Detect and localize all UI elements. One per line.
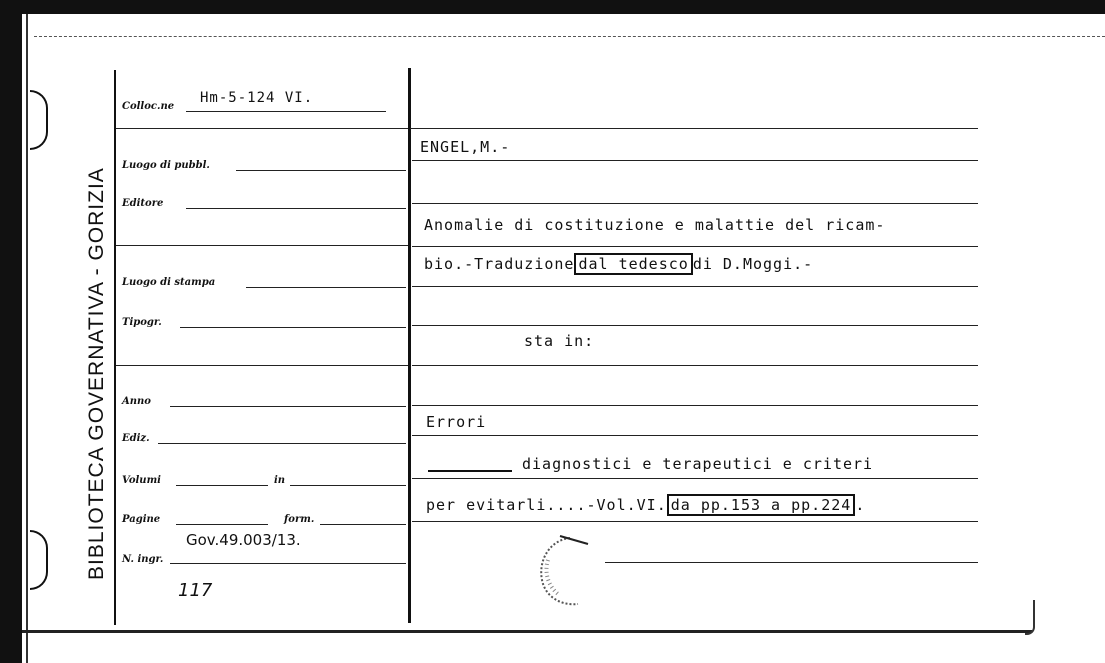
field-rule xyxy=(246,287,406,288)
field-rule xyxy=(176,524,268,525)
entry-rule xyxy=(412,521,978,522)
field-label-tipografia: Tipogr. xyxy=(122,317,162,328)
card-corner xyxy=(1025,600,1035,635)
field-label-luogo-stampa: Luogo di stampa xyxy=(122,277,216,288)
entry-rule xyxy=(410,128,978,129)
field-label-edizione: Ediz. xyxy=(122,433,150,444)
translation-note: dal tedesco xyxy=(574,253,692,275)
title-line-1: Anomalie di costituzione e malattie del ricam- xyxy=(424,216,886,234)
page-range: da pp.153 a pp.224 xyxy=(667,494,856,516)
field-rule xyxy=(170,406,406,407)
section-rule xyxy=(116,128,408,129)
punch-hole-top xyxy=(30,90,48,150)
series-line-3-start: per evitarli....-Vol.VI. xyxy=(426,496,667,514)
card-bottom-edge xyxy=(22,630,1032,633)
field-label-luogo-pubbl: Luogo di pubbl. xyxy=(122,160,210,171)
series-line-1: Errori xyxy=(426,413,487,431)
library-stamp: BIBLIOTECA GOVERNATIVA - GORIZIA xyxy=(85,167,108,580)
field-label-formato: form. xyxy=(284,514,315,525)
title-line-2-end: di D.Moggi.- xyxy=(692,255,814,273)
field-rule xyxy=(170,563,406,564)
entry-rule xyxy=(412,435,978,436)
entry-rule xyxy=(412,325,978,326)
field-label-in: in xyxy=(274,475,286,486)
punch-hole-bottom xyxy=(30,530,48,590)
ink-smudge xyxy=(530,530,600,610)
handwritten-mark: 117 xyxy=(178,580,213,601)
entry-rule xyxy=(412,203,978,204)
field-rule xyxy=(158,443,406,444)
field-rule xyxy=(116,245,408,246)
author-heading: ENGEL,M.- xyxy=(420,138,511,156)
field-rule xyxy=(176,485,268,486)
series-dash-rule xyxy=(428,470,512,472)
field-label-volumi: Volumi xyxy=(122,475,161,486)
field-rule xyxy=(290,485,406,486)
field-label-collocazione: Colloc.ne xyxy=(122,101,175,112)
contained-in-label: sta in: xyxy=(524,332,595,350)
series-line-3 xyxy=(426,496,865,514)
scan-border-left xyxy=(0,0,22,663)
field-rule xyxy=(116,365,408,366)
entry-rule xyxy=(412,365,978,366)
column-divider xyxy=(408,68,411,623)
series-line-2: diagnostici e terapeutici e criteri xyxy=(522,455,874,473)
shelfmark-value: Hm-5-124 VI. xyxy=(200,90,314,106)
field-rule xyxy=(180,327,406,328)
title-line-2-start: bio.-Traduzione xyxy=(424,255,575,273)
field-label-pagine: Pagine xyxy=(122,514,161,525)
field-rule xyxy=(186,111,386,112)
entry-rule xyxy=(605,562,978,563)
left-column-rule xyxy=(114,70,116,625)
title-line-2 xyxy=(424,255,813,273)
entry-rule xyxy=(412,160,978,161)
field-rule xyxy=(236,170,406,171)
inventory-number: Gov.49.003/13. xyxy=(186,531,301,549)
entry-rule xyxy=(412,286,978,287)
entry-rule xyxy=(412,405,978,406)
field-label-editore: Editore xyxy=(122,198,164,209)
scan-border-top xyxy=(22,0,1105,14)
field-rule xyxy=(186,208,406,209)
top-perforation-line xyxy=(34,36,1105,37)
field-label-anno: Anno xyxy=(122,396,151,407)
field-rule xyxy=(320,524,406,525)
field-label-n-ingresso: N. ingr. xyxy=(122,554,164,565)
entry-rule xyxy=(412,246,978,247)
entry-rule xyxy=(412,478,978,479)
series-line-3-end: . xyxy=(855,496,866,514)
